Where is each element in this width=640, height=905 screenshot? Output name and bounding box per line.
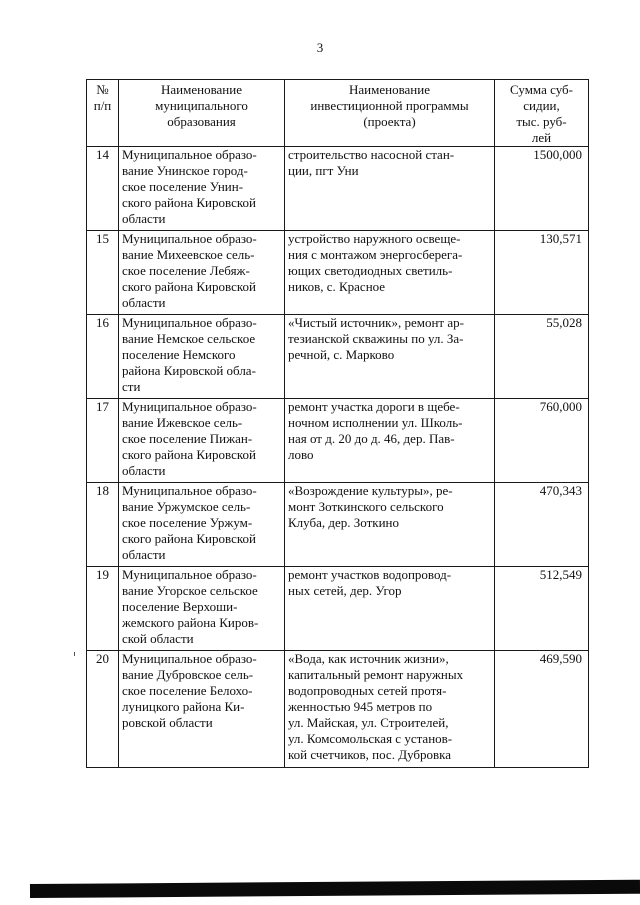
row-num: 15 [87, 231, 119, 315]
row-sum: 1500,000 [495, 147, 589, 231]
row-municipality: Муниципальное образо- вание Унинское город- ское поселение Унин- ского района Кировской области [119, 147, 285, 231]
row-municipality: Муниципальное образо- вание Дубровское сель- ское поселение Белохо- луницкого района Ки- ровской области [119, 651, 285, 768]
row-num: 19 [87, 567, 119, 651]
table-row [87, 567, 589, 651]
row-municipality: Муниципальное образо- вание Угорское сельское поселение Верхоши- жемского района Киров- ской области [119, 567, 285, 651]
table-row [87, 315, 589, 399]
row-program: ремонт участков водопровод- ных сетей, дер. Угор [285, 567, 495, 651]
row-program: строительство насосной стан- ции, пгт Уни [285, 147, 495, 231]
header-num: № п/п [87, 80, 119, 147]
row-municipality: Муниципальное образо- вание Уржумское сель- ское поселение Уржум- ского района Кировской области [119, 483, 285, 567]
row-municipality: Муниципальное образо- вание Михеевское сель- ское поселение Лебяж- ского района Кировской области [119, 231, 285, 315]
header-municipality: Наименование муниципального образования [119, 80, 285, 147]
row-num: 16 [87, 315, 119, 399]
header-program: Наименование инвестиционной программы (проекта) [285, 80, 495, 147]
table-header-row [87, 80, 589, 147]
scan-edge-bar [30, 880, 640, 898]
table-row [87, 483, 589, 567]
row-sum: 469,590 [495, 651, 589, 768]
row-num: 14 [87, 147, 119, 231]
scan-mark [74, 652, 75, 656]
row-num: 20 [87, 651, 119, 768]
row-sum: 512,549 [495, 567, 589, 651]
row-program: «Вода, как источник жизни», капитальный ремонт наружных водопроводных сетей протя- женностью 945 метров по ул. Майская, ул. Строителей, ул. Комсомольская с установ- кой счетчиков, пос. Дубровка [285, 651, 495, 768]
header-sum: Сумма суб- сидии, тыс. руб- лей [495, 80, 589, 147]
row-sum: 55,028 [495, 315, 589, 399]
table-row [87, 651, 589, 768]
table-row [87, 231, 589, 315]
row-program: устройство наружного освеще- ния с монтажом энергосберега- ющих светодиодных светиль- ников, с. Красное [285, 231, 495, 315]
table-row [87, 147, 589, 231]
row-num: 18 [87, 483, 119, 567]
row-sum: 130,571 [495, 231, 589, 315]
row-program: «Чистый источник», ремонт ар- тезианской скважины по ул. За- речной, с. Марково [285, 315, 495, 399]
row-municipality: Муниципальное образо- вание Немское сельское поселение Немского района Кировской обла- сти [119, 315, 285, 399]
subsidy-table [86, 79, 589, 768]
row-sum: 470,343 [495, 483, 589, 567]
row-program: «Возрождение культуры», ре- монт Зоткинского сельского Клуба, дер. Зоткино [285, 483, 495, 567]
row-program: ремонт участка дороги в щебе- ночном исполнении ул. Школь- ная от д. 20 до д. 46, дер. Пав- лово [285, 399, 495, 483]
row-municipality: Муниципальное образо- вание Ижевское сель- ское поселение Пижан- ского района Кировской области [119, 399, 285, 483]
row-sum: 760,000 [495, 399, 589, 483]
row-num: 17 [87, 399, 119, 483]
table-row [87, 399, 589, 483]
page-number: 3 [316, 40, 324, 55]
